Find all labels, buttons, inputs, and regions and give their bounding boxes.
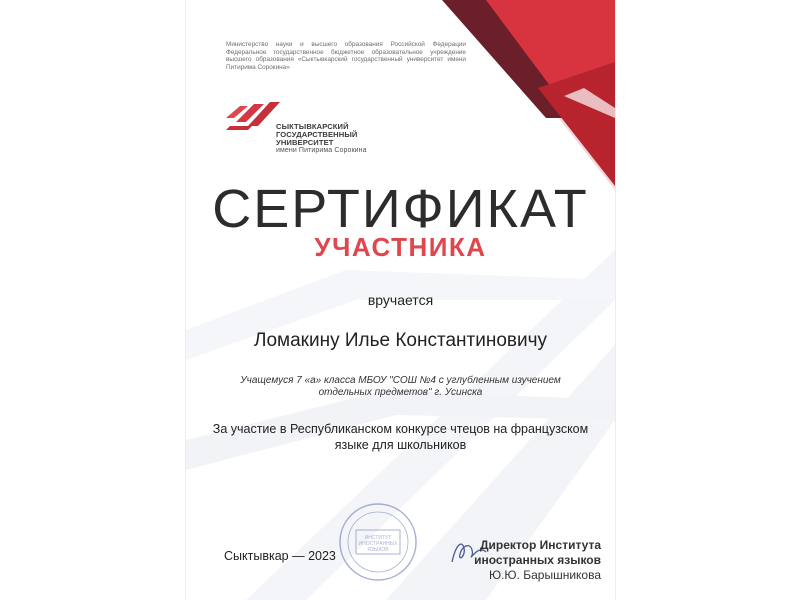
- sgu-logo-icon: [222, 96, 284, 132]
- place-year: Сыктывкар — 2023: [224, 549, 336, 563]
- logo-line-4: имени Питирима Сорокина: [276, 147, 367, 154]
- logo-line-1: СЫКТЫВКАРСКИЙ: [276, 122, 349, 131]
- pupil-info: Учащемуся 7 «а» класса МБОУ "СОШ №4 с углубленным изучением отдельных предметов" г. Усинска: [240, 375, 561, 398]
- certificate: [186, 0, 615, 600]
- stamp-seal: [336, 500, 420, 584]
- director-block: [474, 538, 601, 583]
- director-name: Ю.Ю. Барышникова: [488, 568, 601, 582]
- director-title-1: Директор Института: [480, 538, 601, 552]
- director-title-2: иностранных языков: [474, 553, 601, 567]
- svg-text:ИНОСТРАННЫХ: ИНОСТРАННЫХ: [358, 541, 398, 547]
- logo-line-3: УНИВЕРСИТЕТ: [276, 138, 334, 147]
- awarded-text: вручается: [367, 292, 434, 308]
- certificate-title: СЕРТИФИКАТ: [212, 179, 589, 239]
- certificate-subtitle: УЧАСТНИКА: [314, 232, 487, 262]
- logo-line-2: ГОСУДАРСТВЕННЫЙ: [276, 130, 358, 139]
- svg-text:ЯЗЫКОВ: ЯЗЫКОВ: [367, 547, 389, 553]
- ministry-header: Министерство науки и высшего образования Российской Федерации Федеральное государственное бюджетное образовательное учреждение высшего образования «Сыктывкарский государственный университет имени Питирима Сорокина»: [226, 41, 466, 71]
- svg-text:ИНСТИТУТ: ИНСТИТУТ: [364, 535, 392, 541]
- recipient-name: Ломакину Илье Константиновичу: [253, 330, 547, 351]
- award-reason: За участие в Республиканском конкурсе чтецов на французском языке для школьников: [212, 422, 589, 452]
- university-name: [276, 123, 367, 155]
